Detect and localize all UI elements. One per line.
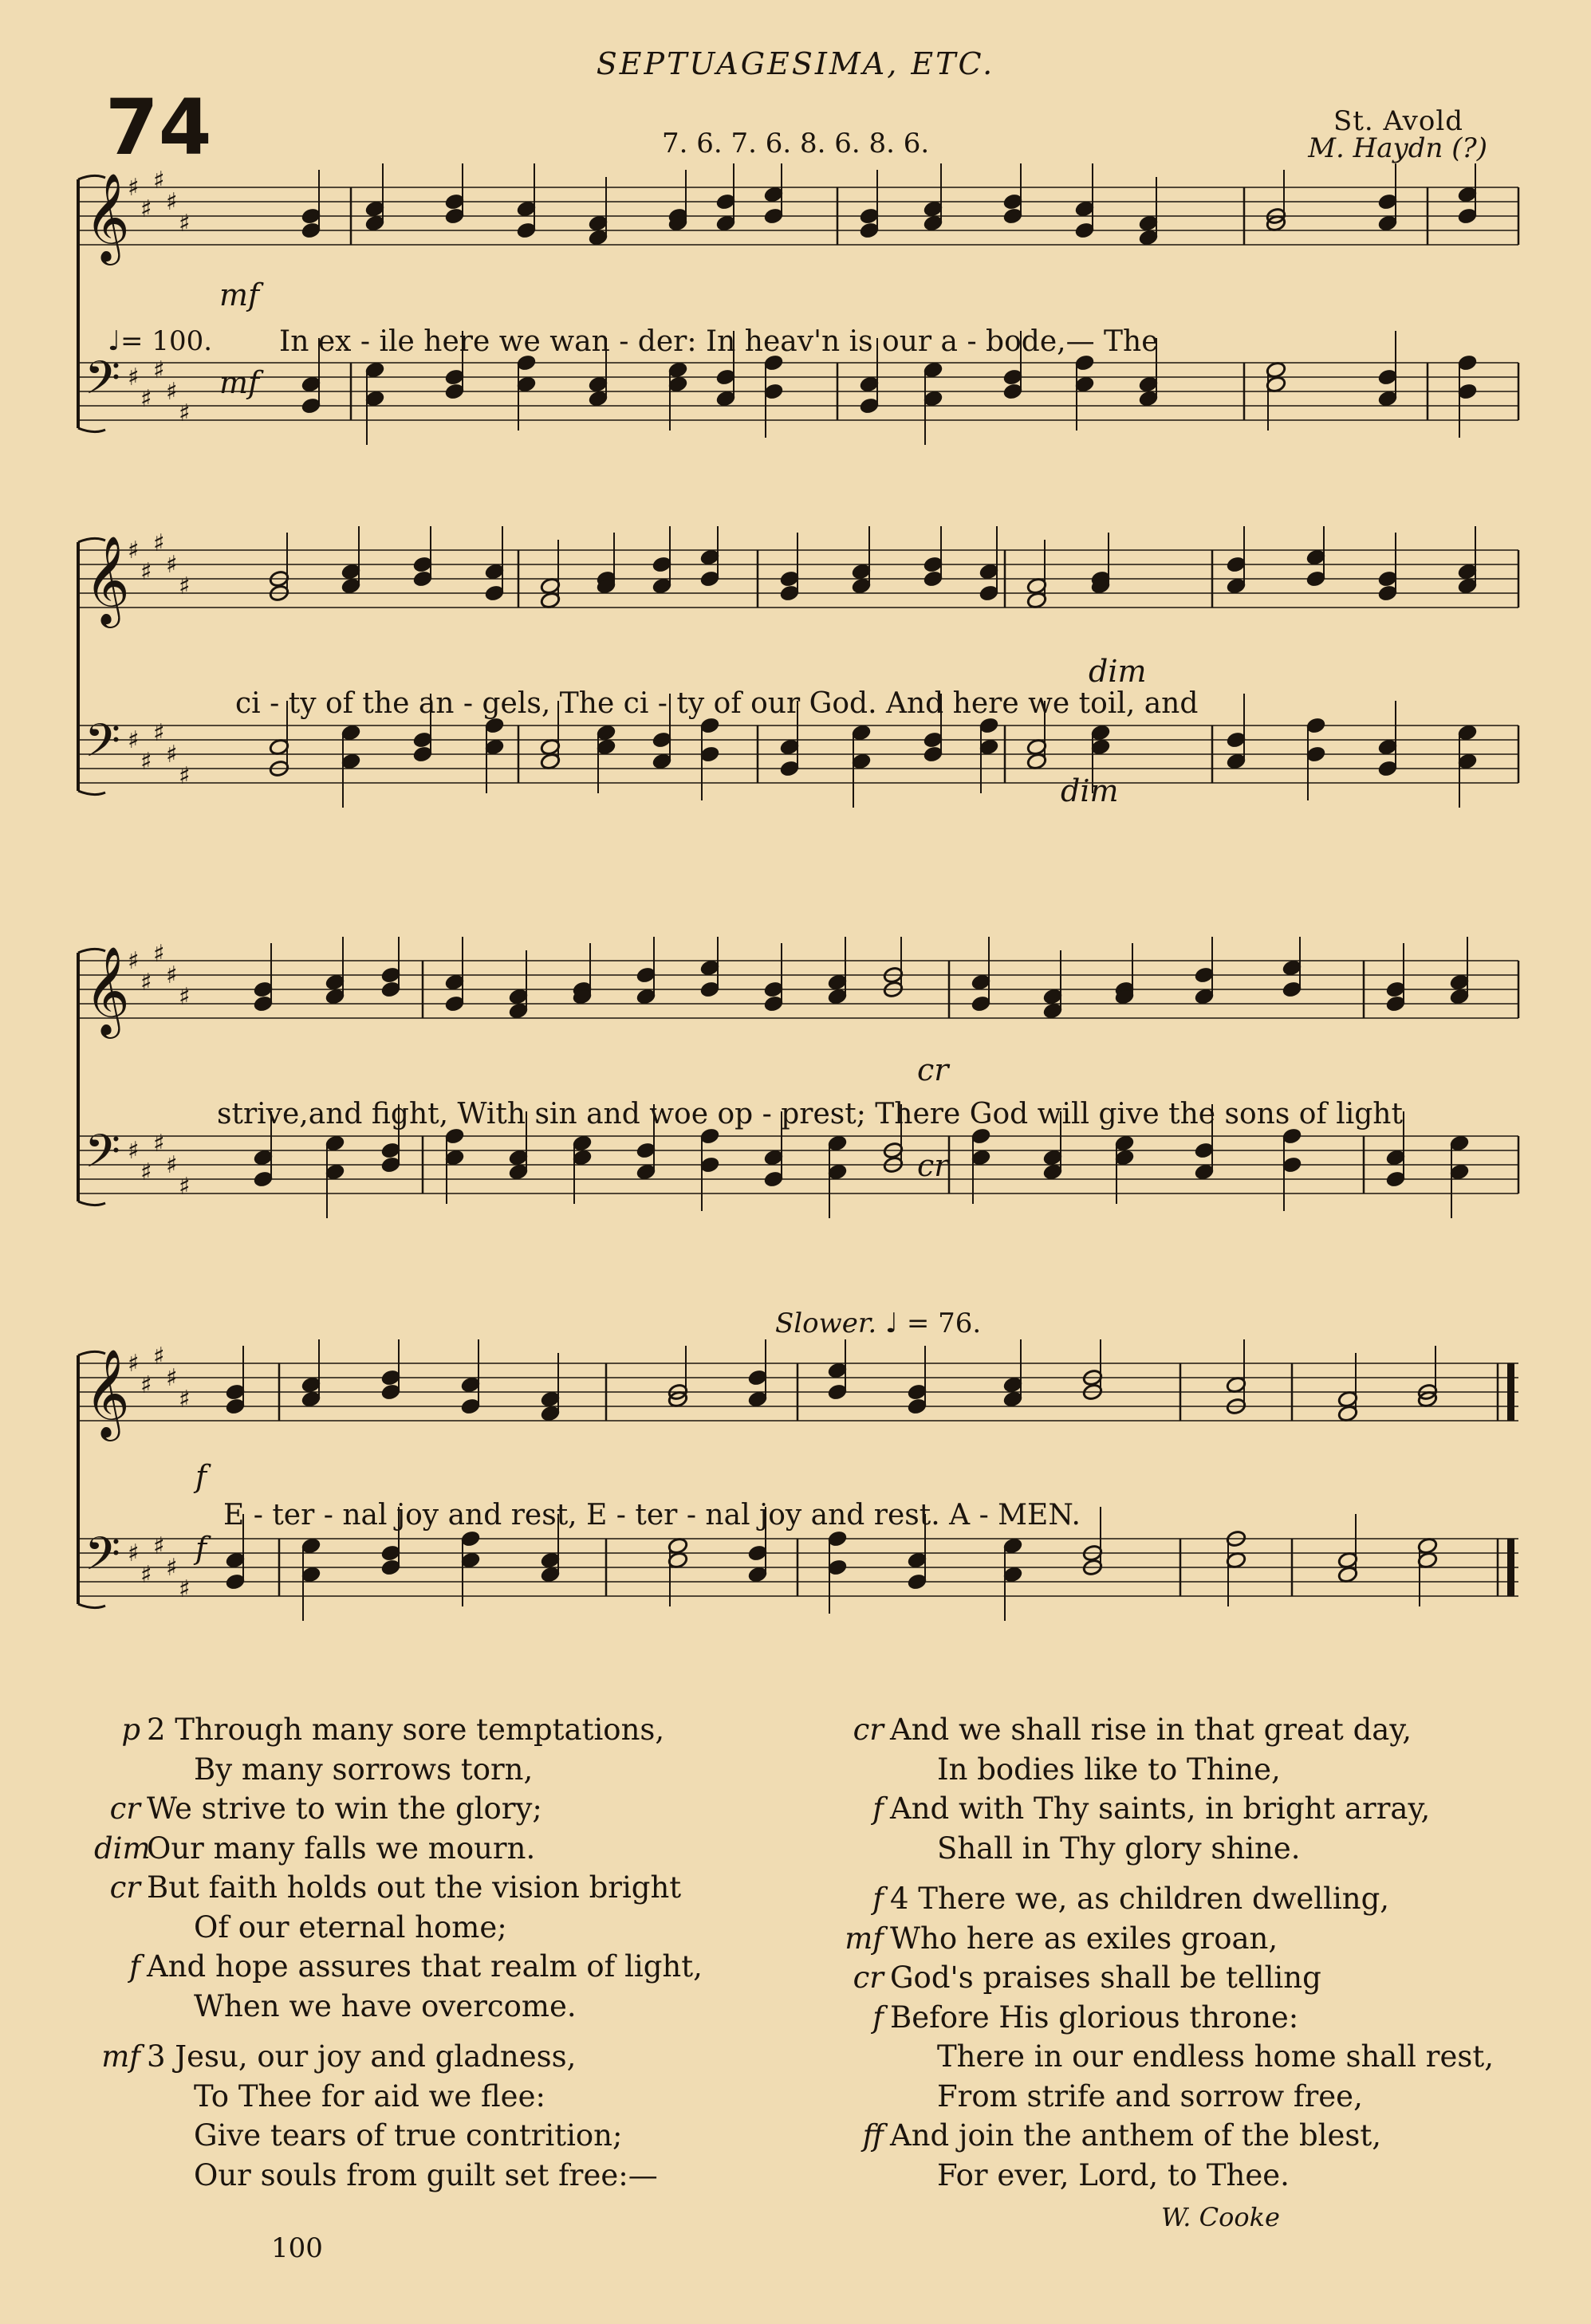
sharp-icon: ♯ <box>153 167 165 195</box>
treble-clef-icon: 𝄞 <box>85 946 130 1035</box>
verse-line <box>94 1829 703 1869</box>
verse-line: Shall in Thy glory shine. <box>937 1830 1301 1866</box>
verse-text: And with Thy saints, in bright array, <box>890 1791 1431 1826</box>
sharp-icon: ♯ <box>166 188 178 216</box>
sharp-icon: ♯ <box>179 399 191 427</box>
treble-clef-icon: 𝄞 <box>85 172 130 261</box>
sharp-icon: ♯ <box>179 1173 191 1201</box>
verse-text: Before His glorious throne: <box>890 2000 1299 2035</box>
treble-clef-icon: 𝄞 <box>85 535 130 624</box>
sharp-icon: ♯ <box>179 1575 191 1603</box>
tempo-change <box>775 1307 981 1339</box>
dynamic-mark: f <box>872 1791 884 1826</box>
sharp-icon: ♯ <box>179 1386 191 1414</box>
sharp-icon: ♯ <box>140 1158 152 1186</box>
tempo-change-label: Slower. <box>775 1307 877 1339</box>
verse-text: Our many falls we mourn. <box>147 1830 536 1866</box>
dynamic-cr-treble: cr <box>917 1052 949 1087</box>
verse-text: And join the anthem of the blest, <box>890 2118 1381 2153</box>
sharp-icon: ♯ <box>166 741 178 769</box>
sharp-icon: ♯ <box>128 1540 140 1567</box>
bass-clef-icon: 𝄢 <box>85 1527 121 1592</box>
sharp-icon: ♯ <box>179 572 191 600</box>
verse-line <box>837 1879 1494 1919</box>
composer: M. Haydn (?) <box>1308 132 1487 164</box>
sharp-icon: ♯ <box>153 1532 165 1560</box>
treble-clef-icon: 𝄞 <box>85 1348 130 1437</box>
meter: 7. 6. 7. 6. 8. 6. 8. 6. <box>662 128 930 159</box>
verse-line: Give tears of true contrition; <box>194 2118 623 2153</box>
lyrics-line-4: E - ter - nal joy and rest, E - ter - nal joy and rest. A - MEN. <box>223 1499 1081 1532</box>
verse-line: When we have overcome. <box>194 1988 577 2023</box>
verse-line <box>94 1947 703 1987</box>
sharp-icon: ♯ <box>166 551 178 579</box>
verses-left-column <box>94 1710 703 2195</box>
sharp-icon: ♯ <box>128 1137 140 1165</box>
verse-line: Of our eternal home; <box>194 1909 507 1945</box>
sharp-icon: ♯ <box>140 748 152 776</box>
sharp-icon: ♯ <box>153 1343 165 1370</box>
tempo-change-value: = 76. <box>906 1307 982 1339</box>
sharp-icon: ♯ <box>153 1130 165 1158</box>
sharp-icon: ♯ <box>179 210 191 238</box>
verse-line <box>94 1789 703 1829</box>
bass-clef-icon: 𝄢 <box>85 351 121 416</box>
verse-line <box>94 1868 703 1908</box>
verse-text: And we shall rise in that great day, <box>890 1713 1412 1747</box>
verse-line: In bodies like to Thine, <box>937 1752 1281 1787</box>
sharp-icon: ♯ <box>179 983 191 1011</box>
verse-line: From strife and sorrow free, <box>937 2078 1363 2114</box>
dynamic-f-treble: f <box>195 1459 207 1494</box>
sharp-icon: ♯ <box>128 537 140 564</box>
verse-text: 3 Jesu, our joy and gladness, <box>147 2039 577 2074</box>
sharp-icon: ♯ <box>128 947 140 975</box>
sharp-icon: ♯ <box>153 719 165 747</box>
dynamic-mark: dim <box>94 1830 151 1866</box>
dynamic-f-bass: f <box>195 1531 207 1566</box>
dynamic-mark: f <box>872 2000 884 2035</box>
lyrics-line-1: In ex - ile here we wan - der: In heav'n is our a - bode,— The <box>279 325 1159 358</box>
dynamic-mark: ff <box>862 2118 884 2153</box>
section-title: SEPTUAGESIMA, ETC. <box>596 46 995 81</box>
tempo-marking <box>108 325 212 357</box>
sharp-icon: ♯ <box>128 726 140 754</box>
page-number: 100 <box>271 2232 323 2264</box>
verse-line: By many sorrows torn, <box>194 1752 534 1787</box>
verse-line <box>837 1958 1494 1998</box>
sharp-icon: ♯ <box>166 378 178 406</box>
sharp-icon: ♯ <box>166 961 178 989</box>
verses-right-column <box>837 1710 1494 2195</box>
verse-line: For ever, Lord, to Thee. <box>937 2157 1290 2192</box>
verse-text: 4 There we, as children dwelling, <box>890 1882 1390 1916</box>
verse-line <box>94 2037 703 2077</box>
sharp-icon: ♯ <box>153 940 165 968</box>
dynamic-mark: cr <box>853 1960 884 1995</box>
sharp-icon: ♯ <box>128 364 140 391</box>
verse-line <box>837 1919 1494 1959</box>
dynamic-dim-treble: dim <box>1089 654 1147 689</box>
verse-text: God's praises shall be telling <box>890 1960 1321 1995</box>
dynamic-mark: cr <box>109 1791 140 1826</box>
sharp-icon: ♯ <box>140 385 152 413</box>
sharp-icon: ♯ <box>140 1371 152 1399</box>
sharp-icon: ♯ <box>179 762 191 790</box>
sharp-icon: ♯ <box>128 1350 140 1378</box>
dynamic-dim-bass: dim <box>1061 773 1119 808</box>
verse-text: But faith holds out the vision bright <box>147 1870 682 1905</box>
verse-text: 2 Through many sore temptations, <box>147 1713 665 1747</box>
dynamic-cr-bass: cr <box>917 1148 949 1183</box>
dynamic-mark: f <box>129 1949 140 1984</box>
sharp-icon: ♯ <box>140 195 152 223</box>
verse-line <box>837 2116 1494 2156</box>
verse-line <box>94 1710 703 1750</box>
sharp-icon: ♯ <box>140 558 152 586</box>
dynamic-mf-bass: mf <box>219 365 260 400</box>
sharp-icon: ♯ <box>166 1554 178 1582</box>
lyrics-line-3: strive,and fight, With sin and woe op - prest; There God will give the sons of light <box>217 1098 1403 1131</box>
verse-text: And hope assures that realm of light, <box>147 1949 703 1984</box>
dynamic-mark: p <box>121 1713 140 1747</box>
verse-line <box>837 1998 1494 2038</box>
sharp-icon: ♯ <box>153 529 165 557</box>
sharp-icon: ♯ <box>128 174 140 202</box>
sharp-icon: ♯ <box>140 969 152 997</box>
tune-name: St. Avold <box>1333 105 1463 137</box>
sharp-icon: ♯ <box>166 1151 178 1179</box>
lyrics-line-2: ci - ty of the an - gels, The ci - ty of our God. And here we toil, and <box>235 687 1199 720</box>
dynamic-mark: cr <box>109 1870 140 1905</box>
verse-text: We strive to win the glory; <box>147 1791 542 1826</box>
verse-line: There in our endless home shall rest, <box>937 2039 1494 2074</box>
verse-text: Who here as exiles groan, <box>890 1921 1278 1956</box>
verse-line <box>837 1789 1494 1829</box>
verse-line: To Thee for aid we flee: <box>194 2078 545 2114</box>
verse-line: Our souls from guilt set free:— <box>194 2157 658 2192</box>
verse-line <box>837 1710 1494 1750</box>
bass-clef-icon: 𝄢 <box>85 1124 121 1190</box>
quarter-note-icon: ♩ <box>885 1307 899 1339</box>
dynamic-mark: f <box>872 1882 884 1916</box>
dynamic-mark: mf <box>101 2039 140 2074</box>
bass-clef-icon: 𝄢 <box>85 714 121 779</box>
dynamic-mark: mf <box>845 1921 884 1956</box>
sharp-icon: ♯ <box>166 1364 178 1392</box>
author: W. Cooke <box>1161 2202 1280 2232</box>
sharp-icon: ♯ <box>153 356 165 384</box>
sharp-icon: ♯ <box>140 1561 152 1589</box>
quarter-note-icon: ♩ <box>108 325 121 357</box>
hymn-number: 74 <box>105 83 212 172</box>
tempo-value: = 100. <box>120 325 213 357</box>
dynamic-mark: cr <box>853 1713 884 1747</box>
dynamic-mf-treble: mf <box>219 277 260 313</box>
